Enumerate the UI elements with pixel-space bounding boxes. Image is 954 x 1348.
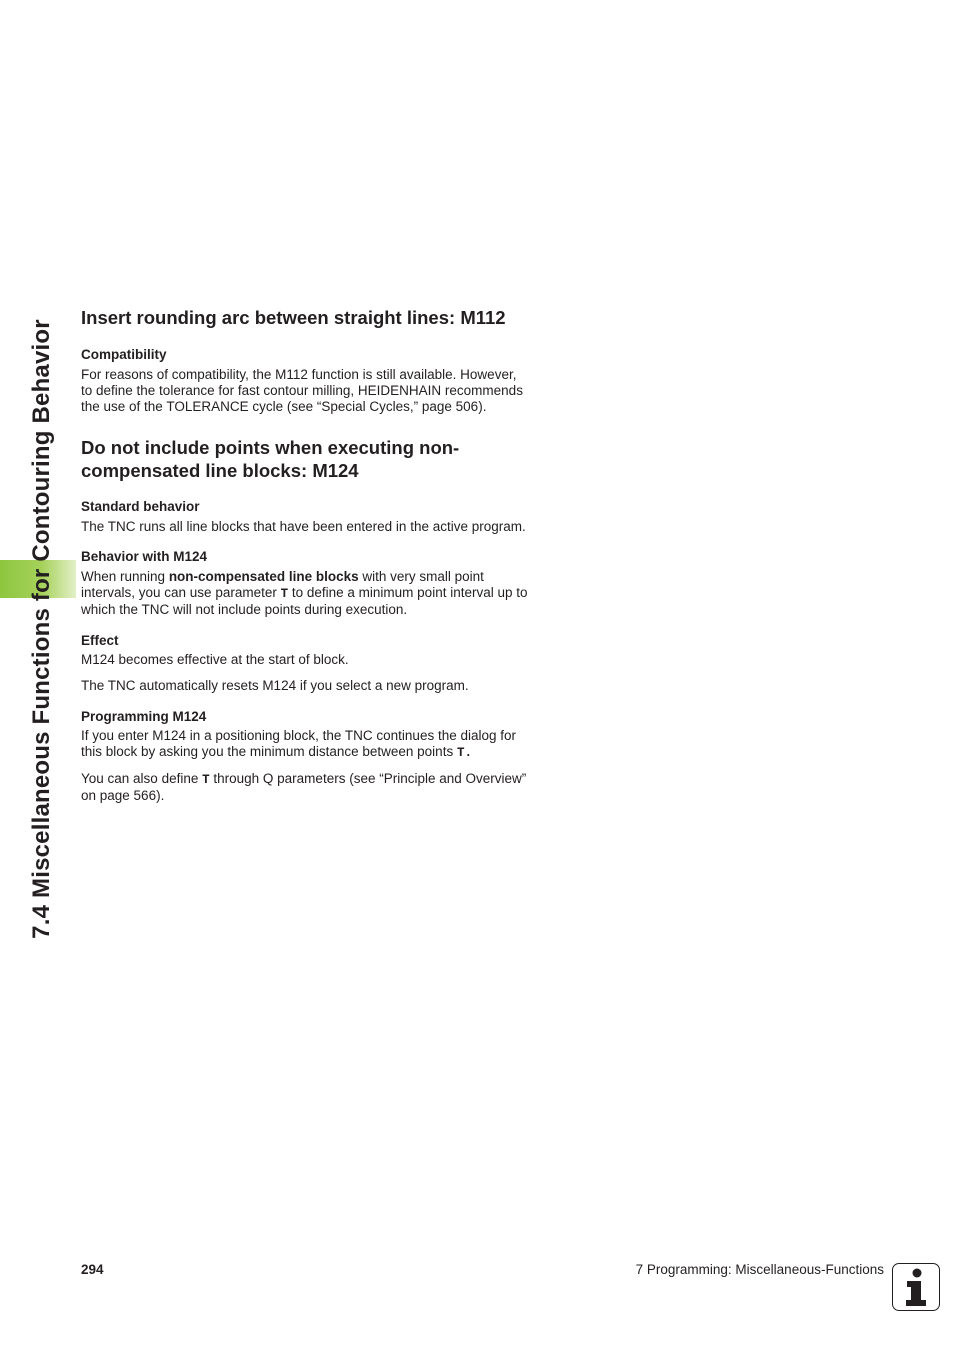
behavior-text-bold: non-compensated line blocks (168, 569, 359, 584)
footer-chapter-title: 7 Programming: Miscellaneous-Functions (635, 1262, 884, 1277)
section-heading-m124 (81, 436, 531, 482)
section-heading-m124-line1: Do not include points when executing non- (81, 437, 460, 458)
info-icon-glyph (901, 1267, 931, 1307)
behavior-text-mid: with very small point intervals, you can use parameter (81, 569, 484, 600)
main-content (81, 306, 531, 804)
page-number: 294 (81, 1262, 104, 1277)
chapter-side-title: 7.4 Miscellaneous Functions for Contouring Behavior (28, 319, 55, 939)
section-heading-m112: Insert rounding arc between straight lines: M112 (81, 307, 506, 328)
paragraph-effect-1: M124 becomes effective at the start of block. (81, 652, 349, 667)
programming2-text-pre: You can also define (81, 771, 203, 786)
section-heading-m124-line2: compensated line blocks: M124 (81, 460, 359, 481)
info-icon (892, 1263, 940, 1311)
paragraph-effect-2: The TNC automatically resets M124 if you select a new program. (81, 678, 469, 693)
parameter-t-dot: T. (456, 746, 472, 760)
parameter-t: T (280, 587, 289, 601)
paragraph-programming-1 (81, 728, 531, 761)
paragraph-behavior-m124 (81, 569, 531, 618)
subheading-compatibility: Compatibility (81, 347, 167, 362)
programming-text-pre: If you enter M124 in a positioning block, the TNC continues the dialog for this block by asking you the minimum distance between points (81, 728, 517, 759)
subheading-standard-behavior: Standard behavior (81, 499, 200, 514)
paragraph-compatibility: For reasons of compatibility, the M112 function is still available. However, to define the tolerance for fast contour milling, HEIDENHAIN recommends the use of the TOLERANCE cycle (see “Special Cycles,” page 506). (81, 367, 523, 414)
programming2-text-post: through Q parameters (see “Principle and Overview” on page 566). (81, 771, 527, 803)
subheading-programming-m124: Programming M124 (81, 709, 207, 724)
paragraph-programming-2 (81, 771, 531, 804)
subheading-effect: Effect (81, 633, 119, 648)
behavior-text-post: to define a minimum point interval up to which the TNC will not include points during execution. (81, 585, 528, 617)
parameter-t-2: T (202, 773, 210, 787)
paragraph-standard-behavior: The TNC runs all line blocks that have been entered in the active program. (81, 519, 526, 534)
subheading-behavior-m124: Behavior with M124 (81, 549, 208, 564)
behavior-text-pre: When running (81, 569, 169, 584)
